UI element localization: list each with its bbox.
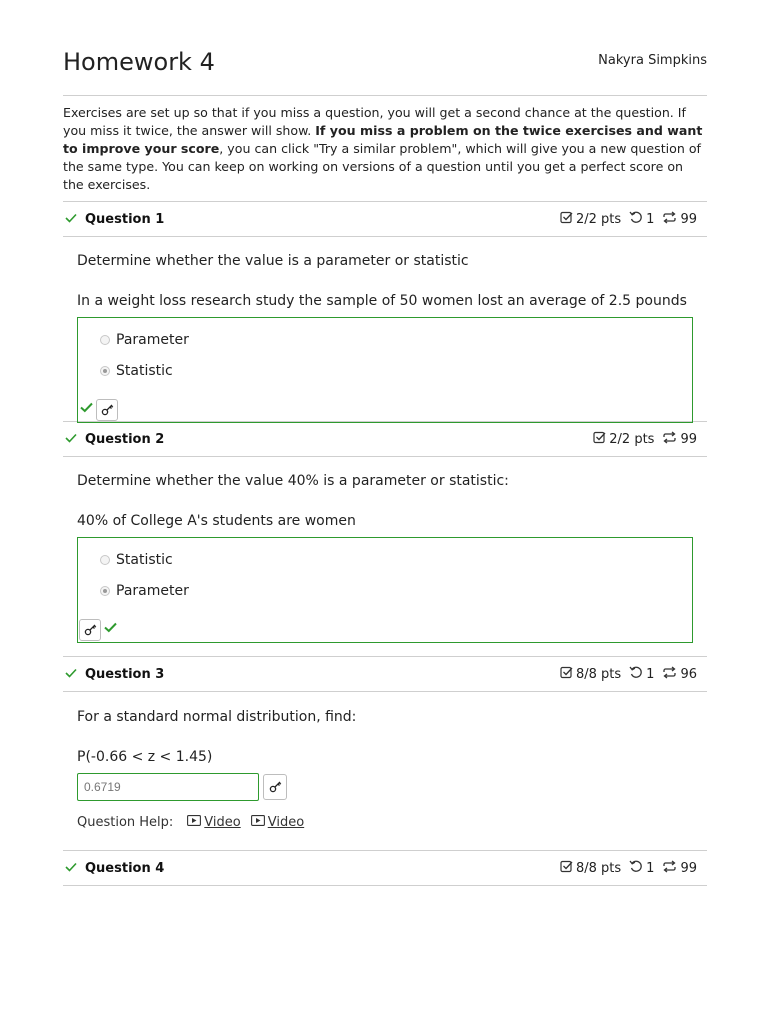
correct-check-icon — [80, 398, 94, 412]
question-help — [77, 815, 693, 830]
radio-button[interactable] — [100, 335, 110, 345]
question-2-stats — [593, 422, 697, 456]
option-label: Statistic — [116, 362, 173, 379]
video-link-label: Video — [267, 815, 305, 830]
question-1-body — [63, 237, 707, 422]
score-stat — [593, 431, 654, 448]
checkbox-icon — [560, 860, 573, 877]
question-2-answer-box — [77, 537, 693, 643]
page-header — [63, 0, 707, 96]
repeat-icon — [662, 211, 677, 228]
answer-input[interactable] — [77, 773, 259, 801]
question-1-result-row — [80, 398, 118, 421]
question-3-body — [63, 692, 707, 851]
retry-count: 1 — [646, 666, 655, 682]
user-name: Nakyra Simpkins — [598, 53, 707, 68]
score-text: 2/2 pts — [609, 431, 655, 447]
question-2-option-parameter[interactable] — [78, 575, 692, 606]
score-text: 8/8 pts — [575, 860, 622, 876]
repeat-icon — [662, 860, 677, 877]
correct-check-icon — [65, 432, 79, 447]
question-1-header[interactable] — [63, 202, 707, 237]
video-link-1[interactable] — [187, 815, 240, 830]
question-help-label: Question Help: — [77, 815, 174, 830]
score-text: 8/8 pts — [575, 666, 622, 682]
attempts-stat — [662, 666, 697, 683]
intro-text — [63, 96, 707, 202]
question-3-detail: P(-0.66 < z < 1.45) — [77, 749, 213, 765]
undo-icon — [629, 860, 643, 877]
question-1-answer-box — [77, 317, 693, 423]
option-label: Statistic — [116, 551, 173, 568]
question-2-body — [63, 457, 707, 657]
show-answer-key-button[interactable] — [263, 774, 287, 800]
homework-page — [63, 0, 707, 886]
intro-text-bold: If you miss a problem on the twice exercises and want to improve your score — [63, 123, 703, 156]
question-1-title: Question 1 — [85, 211, 165, 227]
question-2-title: Question 2 — [85, 431, 165, 447]
intro-text-a: Exercises are set up so that if you miss a question, you will get a second chance at the question. If you miss it twice, the answer will show. — [63, 105, 686, 138]
option-label: Parameter — [116, 582, 189, 599]
score-text: 2/2 pts — [575, 211, 622, 227]
attempts-count: 99 — [680, 860, 697, 876]
intro-text-b: , you can click "Try a similar problem", which will give you a new question of the same type. You can keep on working on versions of a question until you get a perfect score on the exercises. — [63, 141, 701, 192]
radio-button-selected[interactable] — [100, 586, 110, 596]
key-icon — [84, 621, 97, 640]
question-2-option-statistic[interactable] — [78, 544, 692, 575]
question-1-option-statistic[interactable] — [78, 355, 692, 386]
radio-button-selected[interactable] — [100, 366, 110, 376]
undo-icon — [629, 211, 643, 228]
page-title: Homework 4 — [63, 48, 215, 76]
attempts-stat — [662, 431, 697, 448]
question-3-answer-row — [77, 773, 693, 801]
attempts-count: 96 — [680, 666, 697, 682]
question-3-header[interactable] — [63, 657, 707, 692]
score-stat — [560, 666, 621, 683]
key-icon — [101, 401, 114, 420]
score-stat — [560, 860, 621, 877]
retry-stat — [629, 666, 654, 683]
question-2-header[interactable] — [63, 422, 707, 457]
checkbox-icon — [560, 666, 573, 683]
attempts-count: 99 — [680, 211, 697, 227]
video-link-2[interactable] — [251, 815, 304, 830]
radio-button[interactable] — [100, 555, 110, 565]
attempts-stat — [662, 860, 697, 877]
play-icon — [251, 815, 265, 830]
question-3-prompt: For a standard normal distribution, find: — [77, 709, 357, 725]
key-icon — [269, 778, 282, 797]
score-stat — [560, 211, 621, 228]
undo-icon — [629, 666, 643, 683]
correct-check-icon — [65, 212, 79, 227]
correct-check-icon — [65, 667, 79, 682]
question-1-detail: In a weight loss research study the sample of 50 women lost an average of 2.5 pounds — [77, 293, 687, 309]
checkbox-icon — [560, 211, 573, 228]
video-link-label: Video — [204, 815, 241, 830]
correct-check-icon — [104, 618, 118, 632]
question-3-title: Question 3 — [85, 666, 165, 682]
correct-check-icon — [65, 861, 79, 876]
retry-stat — [629, 860, 654, 877]
play-icon — [187, 815, 201, 830]
repeat-icon — [662, 431, 677, 448]
question-2-result-row — [79, 618, 118, 641]
option-label: Parameter — [116, 331, 189, 348]
show-answer-key-button[interactable] — [96, 399, 118, 421]
retry-stat — [629, 211, 654, 228]
checkbox-icon — [593, 431, 606, 448]
question-4-header[interactable] — [63, 851, 707, 886]
question-2-prompt: Determine whether the value 40% is a parameter or statistic: — [77, 473, 509, 489]
show-answer-key-button[interactable] — [79, 619, 101, 641]
question-4-stats — [560, 851, 697, 885]
question-4-title: Question 4 — [85, 860, 165, 876]
question-3-stats — [560, 657, 697, 691]
question-1-option-parameter[interactable] — [78, 324, 692, 355]
retry-count: 1 — [646, 211, 655, 227]
retry-count: 1 — [646, 860, 655, 876]
repeat-icon — [662, 666, 677, 683]
question-1-stats — [560, 202, 697, 236]
attempts-stat — [662, 211, 697, 228]
question-2-detail: 40% of College A's students are women — [77, 513, 356, 529]
attempts-count: 99 — [680, 431, 697, 447]
question-1-prompt: Determine whether the value is a parameter or statistic — [77, 253, 469, 269]
